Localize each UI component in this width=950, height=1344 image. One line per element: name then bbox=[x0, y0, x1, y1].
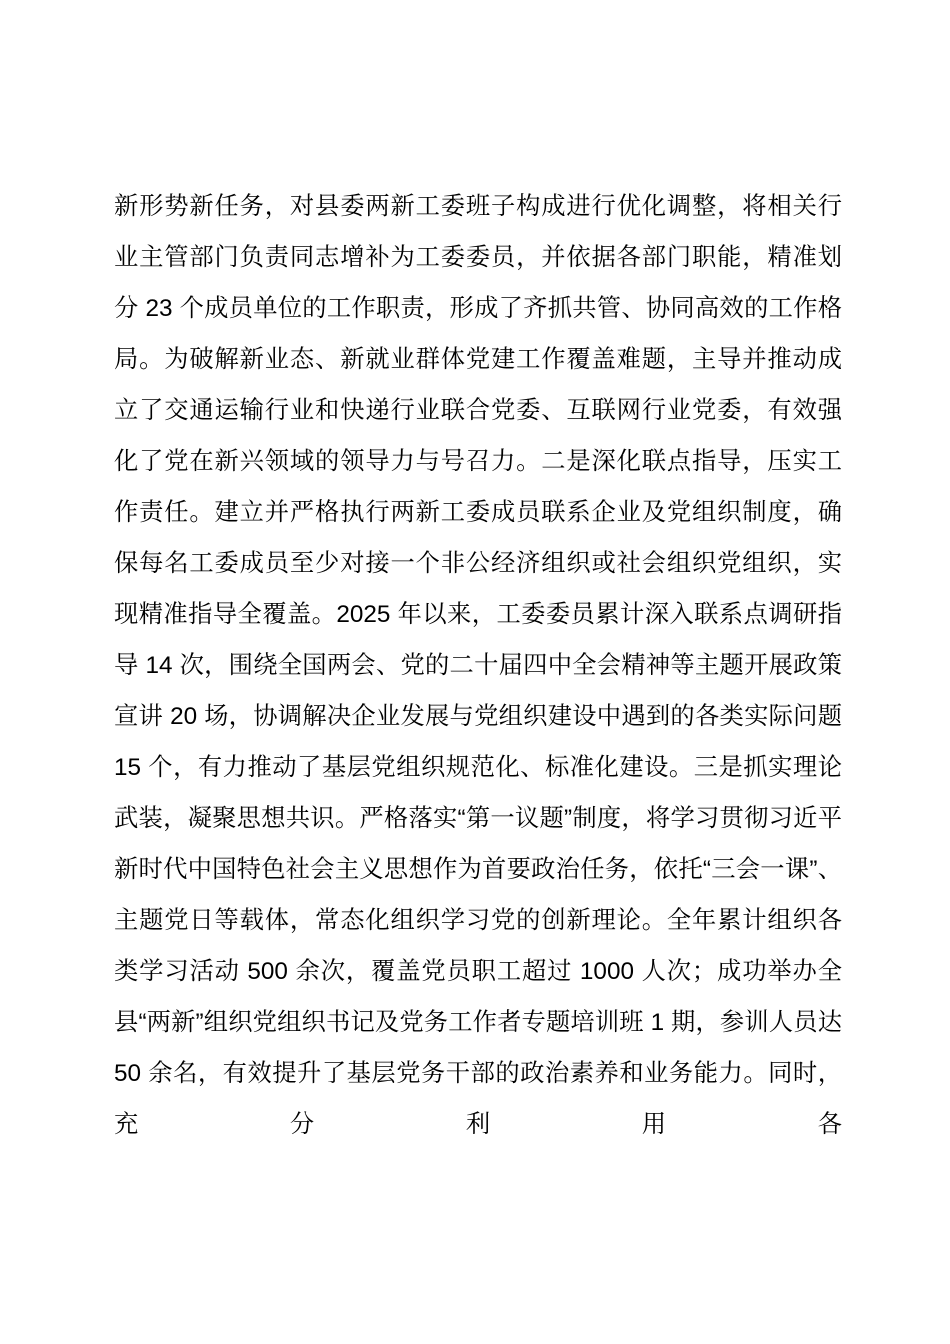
body-paragraph: 新形势新任务，对县委两新工委班子构成进行优化调整，将相关行业主管部门负责同志增补为工委委员，并依据各部门职能，精准划分 23 个成员单位的工作职责，形成了齐抓共管、协同高效的工作格局。为破解新业态、新就业群体党建工作覆盖难题，主导并推动成立了交通运输行业和快递行业联合党委、互联网行业党委，有效强化了党在新兴领域的领导力与号召力。二是深化联点指导，压实工作责任。建立并严格执行两新工委成员联系企业及党组织制度，确保每名工委成员至少对接一个非公经济组织或社会组织党组织，实现精准指导全覆盖。2025 年以来，工委委员累计深入联系点调研指导 14 次，围绕全国两会、党的二十届四中全会精神等主题开展政策宣讲 20 场，协调解决企业发展与党组织建设中遇到的各类实际问题 15 个，有力推动了基层党组织规范化、标准化建设。三是抓实理论武装，凝聚思想共识。严格落实“第一议题”制度，将学习贯彻习近平新时代中国特色社会主义思想作为首要政治任务，依托“三会一课”、主题党日等载体，常态化组织学习党的创新理论。全年累计组织各类学习活动 500 余次，覆盖党员职工超过 1000 人次；成功举办全县“两新”组织党组织书记及党务工作者专题培训班 1 期，参训人员达 50 余名，有效提升了基层党务干部的政治素养和业务能力。同时，充分利用各 bbox=[114, 193, 842, 1138]
document-text-block bbox=[114, 181, 842, 1150]
